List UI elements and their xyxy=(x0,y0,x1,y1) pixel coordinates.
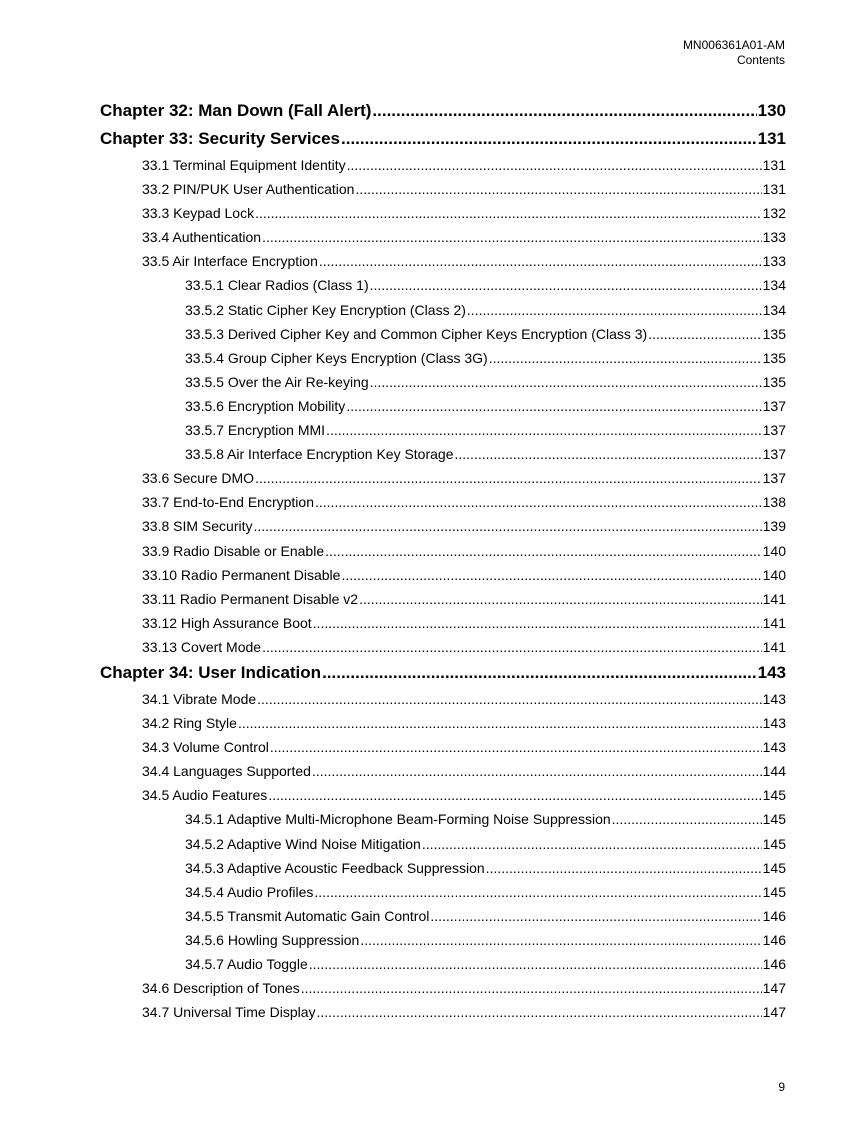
toc-section-entry[interactable] xyxy=(100,807,786,831)
toc-entry-title: 33.5.2 Static Cipher Key Encryption (Class 2) xyxy=(185,301,466,318)
toc-dot-leader xyxy=(322,659,757,687)
toc-section-entry[interactable] xyxy=(100,856,786,880)
toc-entry-title: 33.5.8 Air Interface Encryption Key Storage xyxy=(185,446,454,463)
toc-section-entry[interactable] xyxy=(100,832,786,856)
toc-section-entry[interactable] xyxy=(100,225,786,249)
toc-entry-page: 143 xyxy=(762,690,786,707)
toc-section-entry[interactable] xyxy=(100,514,786,538)
toc-section-entry[interactable] xyxy=(100,539,786,563)
toc-dot-leader xyxy=(317,1000,762,1024)
toc-entry-title: 34.7 Universal Time Display xyxy=(142,1004,316,1021)
toc-section-entry[interactable] xyxy=(100,201,786,225)
toc-entry-title: 33.1 Terminal Equipment Identity xyxy=(142,157,346,173)
toc-section-entry[interactable] xyxy=(100,635,786,659)
toc-entry-title: 34.5.3 Adaptive Acoustic Feedback Suppression xyxy=(185,859,485,876)
toc-entry-page: 135 xyxy=(762,373,786,390)
toc-dot-leader xyxy=(370,370,762,394)
toc-dot-leader xyxy=(422,832,762,856)
toc-entry-title: 34.5.4 Audio Profiles xyxy=(185,883,314,900)
toc-entry-title: 33.11 Radio Permanent Disable v2 xyxy=(142,590,359,607)
toc-entry-title: 34.5.7 Audio Toggle xyxy=(185,956,308,972)
toc-entry-title: Chapter 32: Man Down (Fall Alert) xyxy=(100,101,372,120)
toc-dot-leader xyxy=(254,514,762,538)
toc-dot-leader xyxy=(314,880,761,904)
toc-entry-page: 137 xyxy=(762,446,786,463)
toc-dot-leader xyxy=(326,418,762,442)
toc-entry-title: 34.4 Languages Supported xyxy=(142,763,311,780)
toc-entry-title: 33.5.5 Over the Air Re-keying xyxy=(185,373,369,390)
toc-entry-title: 33.13 Covert Mode xyxy=(142,638,262,655)
toc-entry-page: 134 xyxy=(762,277,786,294)
toc-section-entry[interactable] xyxy=(100,611,786,635)
toc-entry-page: 146 xyxy=(762,956,786,972)
toc-entry-page: 137 xyxy=(762,422,786,439)
toc-entry-page: 145 xyxy=(762,811,786,828)
toc-entry-page: 133 xyxy=(762,229,786,246)
toc-entry-page: 131 xyxy=(757,129,786,148)
toc-section-entry[interactable] xyxy=(100,783,786,807)
toc-entry-page: 140 xyxy=(762,566,786,583)
toc-entry-page: 134 xyxy=(762,301,786,318)
toc-entry-page: 132 xyxy=(762,205,786,222)
toc-dot-leader xyxy=(467,298,762,322)
toc-entry-title: 34.5.2 Adaptive Wind Noise Mitigation xyxy=(185,835,421,852)
toc-dot-leader xyxy=(270,735,762,759)
toc-entry-title: 34.5.5 Transmit Automatic Gain Control xyxy=(185,907,430,924)
toc-dot-leader xyxy=(313,611,762,635)
table-of-contents xyxy=(100,97,786,1024)
toc-section-entry[interactable] xyxy=(100,370,786,394)
toc-entry-title: 33.10 Radio Permanent Disable xyxy=(142,566,341,583)
toc-entry-page: 135 xyxy=(762,349,786,366)
toc-entry-page: 139 xyxy=(762,518,786,535)
toc-entry-title: 34.5.6 Howling Suppression xyxy=(185,931,360,948)
toc-dot-leader xyxy=(372,97,756,125)
toc-entry-page: 145 xyxy=(762,883,786,900)
toc-dot-leader xyxy=(648,322,761,346)
toc-dot-leader xyxy=(359,587,762,611)
toc-chapter-entry[interactable] xyxy=(100,125,786,153)
toc-entry-title: 34.2 Ring Style xyxy=(142,715,237,732)
toc-entry-page: 131 xyxy=(762,181,786,198)
toc-entry-page: 143 xyxy=(762,739,786,756)
toc-entry-title: 33.5.4 Group Cipher Keys Encryption (Class 3G) xyxy=(185,349,488,366)
toc-section-entry[interactable] xyxy=(100,735,786,759)
toc-section-entry[interactable] xyxy=(100,418,786,442)
page-number: 9 xyxy=(778,1080,785,1094)
toc-section-entry[interactable] xyxy=(100,249,786,273)
section-name: Contents xyxy=(736,53,785,67)
toc-dot-leader xyxy=(268,783,761,807)
toc-section-entry[interactable] xyxy=(100,394,786,418)
toc-entry-title: 34.3 Volume Control xyxy=(142,739,269,756)
toc-section-entry[interactable] xyxy=(100,928,786,952)
toc-entry-title: 33.4 Authentication xyxy=(142,229,262,246)
page-header xyxy=(683,38,785,68)
toc-entry-page: 138 xyxy=(762,494,786,511)
toc-dot-leader xyxy=(301,976,762,1000)
toc-entry-page: 141 xyxy=(762,614,786,631)
toc-entry-page: 141 xyxy=(762,638,786,655)
toc-dot-leader xyxy=(309,952,762,976)
toc-dot-leader xyxy=(360,928,761,952)
toc-entry-page: 143 xyxy=(757,662,786,682)
toc-dot-leader xyxy=(347,153,762,177)
toc-entry-title: 34.5 Audio Features xyxy=(142,787,268,804)
toc-dot-leader xyxy=(319,249,762,273)
toc-dot-leader xyxy=(262,635,762,659)
toc-dot-leader xyxy=(430,904,761,928)
toc-section-entry[interactable] xyxy=(100,490,786,514)
toc-entry-title: 33.5.6 Encryption Mobility xyxy=(185,397,346,414)
toc-section-entry[interactable] xyxy=(100,466,786,490)
toc-entry-title: 34.5.1 Adaptive Multi-Microphone Beam-Forming Noise Suppression xyxy=(185,811,611,828)
toc-entry-page: 147 xyxy=(762,1004,786,1021)
toc-entry-page: 133 xyxy=(762,253,786,270)
toc-entry-title: 33.8 SIM Security xyxy=(142,518,253,535)
toc-dot-leader xyxy=(255,201,762,225)
toc-dot-leader xyxy=(257,687,761,711)
toc-dot-leader xyxy=(262,225,762,249)
toc-chapter-entry[interactable] xyxy=(100,97,786,125)
toc-entry-title: 33.9 Radio Disable or Enable xyxy=(142,542,325,559)
toc-entry-page: 137 xyxy=(762,470,786,487)
toc-section-entry[interactable] xyxy=(100,952,786,976)
toc-entry-page: 143 xyxy=(762,715,786,732)
toc-section-entry[interactable] xyxy=(100,177,786,201)
toc-section-entry[interactable] xyxy=(100,298,786,322)
toc-dot-leader xyxy=(325,539,762,563)
toc-entry-page: 145 xyxy=(762,859,786,876)
toc-dot-leader xyxy=(238,711,762,735)
toc-entry-page: 145 xyxy=(762,787,786,804)
toc-entry-page: 141 xyxy=(762,590,786,607)
toc-dot-leader xyxy=(346,394,761,418)
toc-entry-title: 33.5.7 Encryption MMI xyxy=(185,422,326,439)
toc-dot-leader xyxy=(255,466,762,490)
toc-entry-page: 137 xyxy=(762,397,786,414)
toc-entry-title: 34.6 Description of Tones xyxy=(142,980,300,997)
toc-entry-page: 146 xyxy=(762,931,786,948)
toc-entry-title: 33.5 Air Interface Encryption xyxy=(142,253,318,270)
toc-chapter-entry[interactable] xyxy=(100,659,786,687)
toc-entry-title: Chapter 33: Security Services xyxy=(100,129,341,148)
toc-section-entry[interactable] xyxy=(100,880,786,904)
toc-section-entry[interactable] xyxy=(100,904,786,928)
toc-entry-page: 144 xyxy=(762,763,786,780)
toc-entry-title: 33.5.3 Derived Cipher Key and Common Cipher Keys Encryption (Class 3) xyxy=(185,325,648,342)
toc-entry-page: 146 xyxy=(762,907,786,924)
toc-dot-leader xyxy=(312,759,762,783)
document-id: MN006361A01-AM xyxy=(682,38,785,52)
toc-dot-leader xyxy=(489,346,762,370)
toc-dot-leader xyxy=(341,125,757,153)
toc-dot-leader xyxy=(315,490,762,514)
toc-section-entry[interactable] xyxy=(100,563,786,587)
toc-section-entry[interactable] xyxy=(100,1000,786,1024)
toc-entry-title: 33.5.1 Clear Radios (Class 1) xyxy=(185,277,369,294)
toc-section-entry[interactable] xyxy=(100,346,786,370)
toc-section-entry[interactable] xyxy=(100,322,786,346)
toc-section-entry[interactable] xyxy=(100,687,786,711)
toc-section-entry[interactable] xyxy=(100,587,786,611)
toc-entry-title: 34.1 Vibrate Mode xyxy=(142,690,257,707)
toc-dot-leader xyxy=(486,856,762,880)
toc-section-entry[interactable] xyxy=(100,976,786,1000)
toc-entry-page: 145 xyxy=(762,835,786,852)
toc-entry-title: 33.12 High Assurance Boot xyxy=(142,614,312,631)
toc-dot-leader xyxy=(612,807,762,831)
toc-entry-page: 131 xyxy=(762,157,786,173)
toc-entry-page: 140 xyxy=(762,542,786,559)
toc-section-entry[interactable] xyxy=(100,273,786,297)
toc-entry-title: Chapter 34: User Indication xyxy=(100,662,322,682)
toc-entry-title: 33.6 Secure DMO xyxy=(142,470,255,487)
toc-section-entry[interactable] xyxy=(100,153,786,177)
toc-entry-page: 130 xyxy=(757,101,786,120)
toc-dot-leader xyxy=(455,442,762,466)
toc-dot-leader xyxy=(370,273,762,297)
toc-entry-title: 33.7 End-to-End Encryption xyxy=(142,494,314,511)
toc-entry-page: 147 xyxy=(762,980,786,997)
toc-dot-leader xyxy=(341,563,761,587)
toc-entry-title: 33.2 PIN/PUK User Authentication xyxy=(142,181,355,198)
toc-section-entry[interactable] xyxy=(100,442,786,466)
toc-section-entry[interactable] xyxy=(100,759,786,783)
toc-entry-page: 135 xyxy=(762,325,786,342)
toc-section-entry[interactable] xyxy=(100,711,786,735)
toc-dot-leader xyxy=(355,177,761,201)
toc-entry-title: 33.3 Keypad Lock xyxy=(142,205,255,222)
